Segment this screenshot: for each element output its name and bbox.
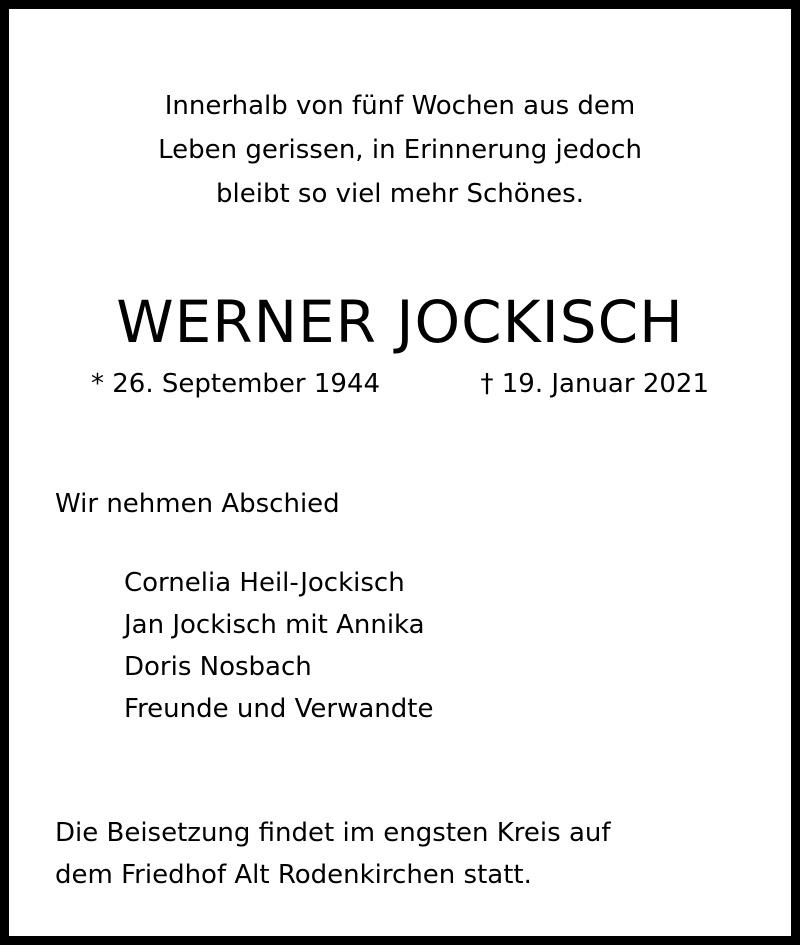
burial-line: dem Friedhof Alt Rodenkirchen statt. [55,860,532,890]
burial-line: Die Beisetzung findet im engsten Kreis auf [55,818,611,848]
mourners-list [124,562,433,730]
mourner-item: Cornelia Heil-Jockisch [124,568,405,598]
motto-line: Innerhalb von fünf Wochen aus dem [164,91,636,121]
mourner-item: Freunde und Verwandte [124,694,434,724]
farewell-heading: Wir nehmen Abschied [55,489,340,519]
motto-line: Leben gerissen, in Erinnerung jedoch [158,135,642,165]
memorial-motto [9,84,791,216]
burial-notice [55,812,611,896]
mourner-item: Jan Jockisch mit Annika [124,610,425,640]
deceased-name: WERNER JOCKISCH [116,288,684,356]
motto-line: bleibt so viel mehr Schönes. [216,179,584,209]
birth-date: * 26. September 1944 [91,369,381,399]
death-date: † 19. Januar 2021 [480,369,709,399]
mourner-item: Doris Nosbach [124,652,312,682]
